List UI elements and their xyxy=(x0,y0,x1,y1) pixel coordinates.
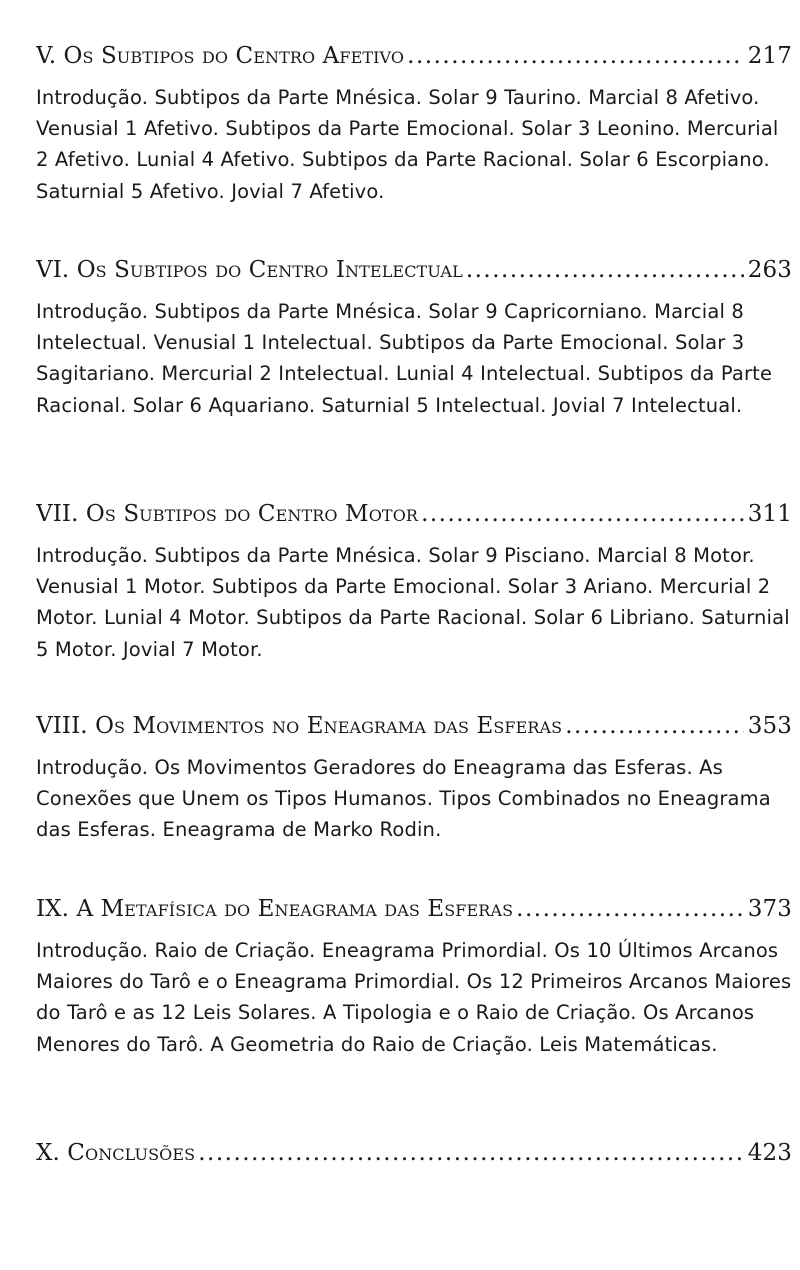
toc-entry-chapter-vi xyxy=(36,254,792,498)
chapter-title: VIII. Os Movimentos no Eneagrama das Esferas xyxy=(36,713,563,739)
page-number: 373 xyxy=(747,896,792,922)
toc-heading[interactable] xyxy=(36,498,792,530)
chapter-summary: Introdução. Subtipos da Parte Mnésica. Solar 9 Pisciano. Marcial 8 Motor. Venusial 1 Motor. Subtipos da Parte Emocional. Solar 3 Ariano. Mercurial 2 Motor. Lunial 4 Motor. Subtipos da Parte Racional. Solar 6 Libriano. Saturnial 5 Motor. Jovial 7 Motor. xyxy=(36,544,790,661)
page-number: 311 xyxy=(747,501,792,527)
chapter-title: VI. Os Subtipos do Centro Intelectual xyxy=(36,257,463,283)
dot-leader xyxy=(421,498,744,530)
toc-entry-chapter-ix xyxy=(36,893,792,1137)
chapter-title: IX. A Metafísica do Eneagrama das Esferas xyxy=(36,896,514,922)
toc-heading[interactable] xyxy=(36,893,792,925)
toc-heading[interactable] xyxy=(36,1137,792,1169)
page-number: 263 xyxy=(747,257,792,283)
toc-entry-chapter-v xyxy=(36,40,792,254)
chapter-summary: Introdução. Raio de Criação. Eneagrama Primordial. Os 10 Últimos Arcanos Maiores do Tarô e o Eneagrama Primordial. Os 12 Primeiros Arcanos Maiores do Tarô e as 12 Leis Solares. A Tipologia e o Raio de Criação. Os Arcanos Menores do Tarô. A Geometria do Raio de Criação. Leis Matemáticas. xyxy=(36,939,792,1056)
dot-leader xyxy=(516,893,744,925)
dot-leader xyxy=(198,1137,744,1169)
dot-leader xyxy=(565,710,744,742)
chapter-title: VII. Os Subtipos do Centro Motor xyxy=(36,501,419,527)
page-number: 217 xyxy=(747,43,792,69)
chapter-summary: Introdução. Os Movimentos Geradores do Eneagrama das Esferas. As Conexões que Unem os Tipos Humanos. Tipos Combinados no Eneagrama das Esferas. Eneagrama de Marko Rodin. xyxy=(36,756,771,842)
toc-heading[interactable] xyxy=(36,254,792,286)
toc-heading[interactable] xyxy=(36,710,792,742)
chapter-title: X. Conclusões xyxy=(36,1140,196,1166)
chapter-summary: Introdução. Subtipos da Parte Mnésica. Solar 9 Capricorniano. Marcial 8 Intelectual. Venusial 1 Intelectual. Subtipos da Parte Emocional. Solar 3 Sagitariano. Mercurial 2 Intelectual. Lunial 4 Intelectual. Subtipos da Parte Racional. Solar 6 Aquariano. Saturnial 5 Intelectual. Jovial 7 Intelectual. xyxy=(36,300,773,417)
toc-entry-chapter-vii xyxy=(36,498,792,710)
dot-leader xyxy=(466,254,744,286)
page-number: 423 xyxy=(747,1140,792,1166)
dot-leader xyxy=(407,40,744,72)
toc-entry-chapter-viii xyxy=(36,710,792,893)
page-number: 353 xyxy=(747,713,792,739)
toc-entry-chapter-x xyxy=(36,1137,792,1169)
chapter-title: V. Os Subtipos do Centro Afetivo xyxy=(36,43,405,69)
chapter-summary: Introdução. Subtipos da Parte Mnésica. Solar 9 Taurino. Marcial 8 Afetivo. Venusial 1 Afetivo. Subtipos da Parte Emocional. Solar 3 Leonino. Mercurial 2 Afetivo. Lunial 4 Afetivo. Subtipos da Parte Racional. Solar 6 Escorpiano. Saturnial 5 Afetivo. Jovial 7 Afetivo. xyxy=(36,86,779,203)
table-of-contents xyxy=(36,40,792,1169)
toc-heading[interactable] xyxy=(36,40,792,72)
